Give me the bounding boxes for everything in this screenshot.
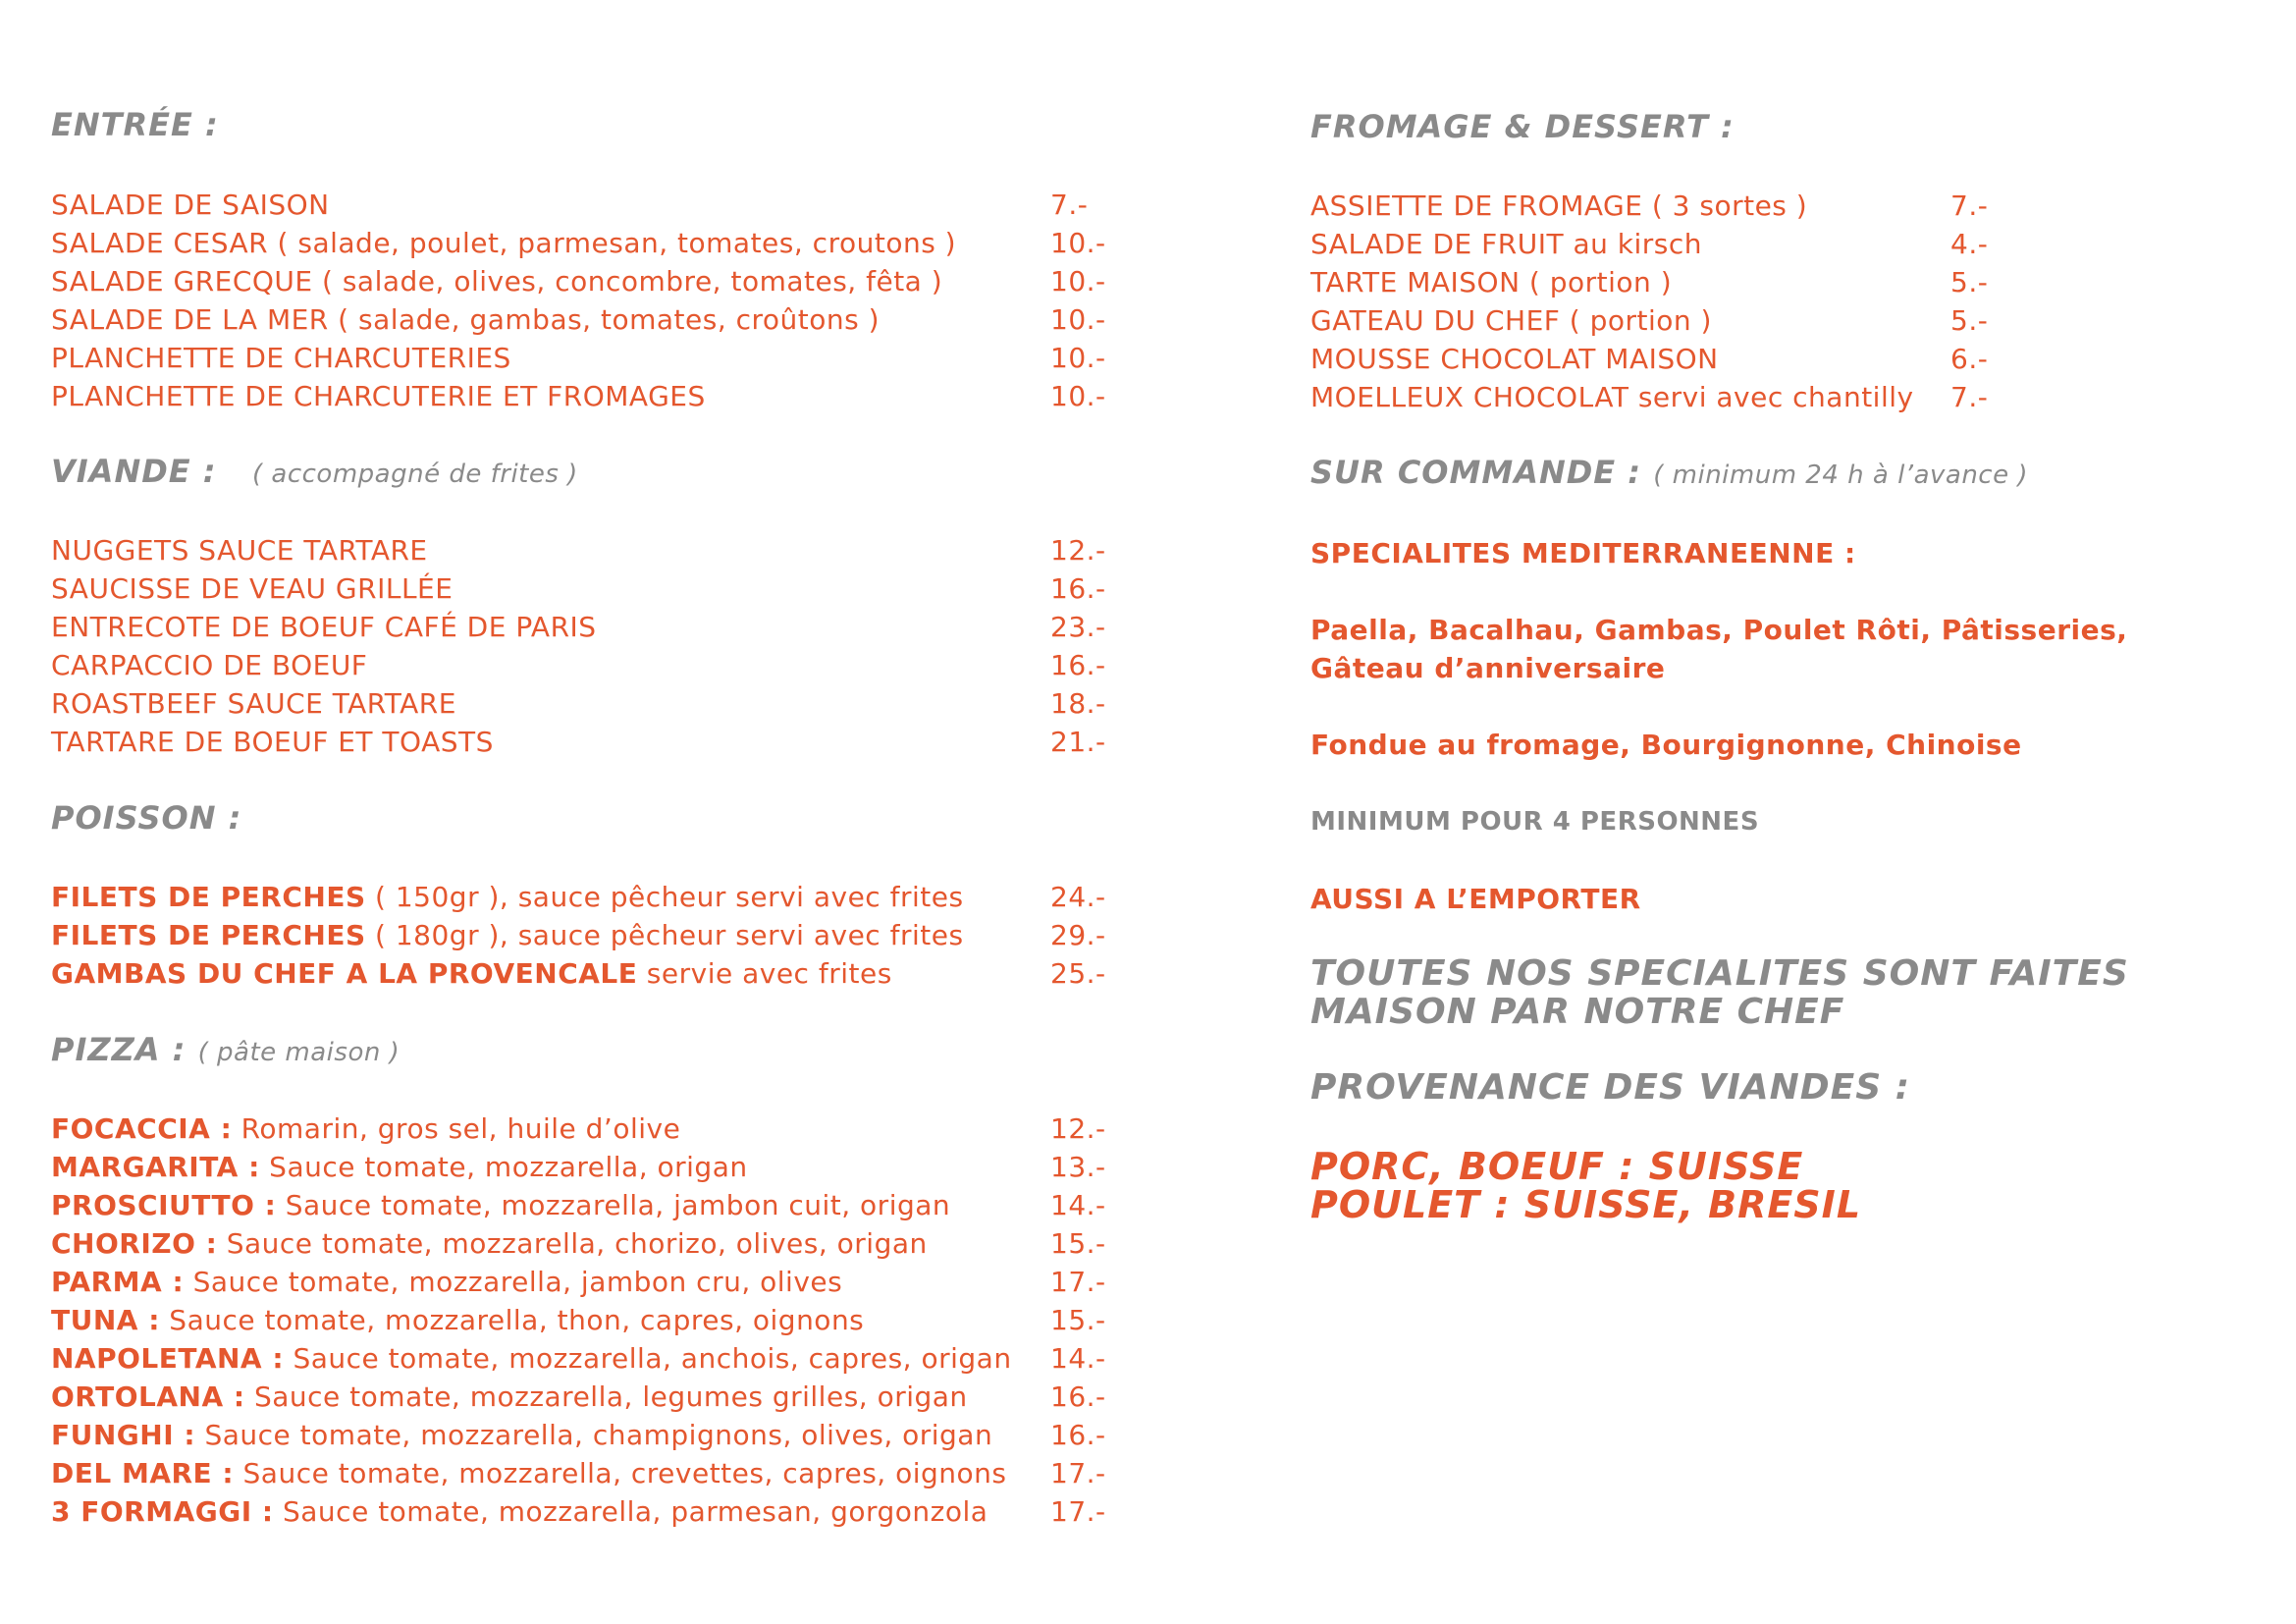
emporter-note: AUSSI A L’EMPORTER xyxy=(1310,883,1641,915)
viande-title xyxy=(51,453,578,490)
menu-item xyxy=(1310,228,2253,265)
item-name-bold: GAMBAS DU CHEF A LA PROVENCALE xyxy=(51,957,638,990)
item-name: PLANCHETTE DE CHARCUTERIE ET FROMAGES xyxy=(51,380,706,412)
item-name-bold: MARGARITA : xyxy=(51,1151,260,1183)
item-name-bold: FUNGHI : xyxy=(51,1419,196,1451)
specialites-heading: SPECIALITES MEDITERRANEENNE : xyxy=(1310,537,1856,569)
menu-item xyxy=(51,1266,1111,1303)
menu-item xyxy=(51,649,1111,686)
item-price: 23.- xyxy=(1050,611,1106,643)
menu-item xyxy=(51,881,1111,918)
item-price: 17.- xyxy=(1050,1457,1106,1489)
menu-item xyxy=(51,303,1111,341)
item-price: 5.- xyxy=(1950,304,1989,337)
menu-item xyxy=(51,1380,1111,1418)
menu-item xyxy=(51,1189,1111,1226)
item-desc: Romarin, gros sel, huile d’olive xyxy=(232,1112,681,1145)
item-name-bold: DEL MARE : xyxy=(51,1457,235,1489)
item-price: 4.- xyxy=(1950,228,1989,260)
item-name: SALADE GRECQUE ( salade, olives, concombre, tomates, fêta ) xyxy=(51,265,943,298)
item-name: TARTE MAISON ( portion ) xyxy=(1310,266,1673,298)
menu-item xyxy=(51,380,1111,417)
menu-item xyxy=(51,1227,1111,1265)
item-desc: Sauce tomate, mozzarella, crevettes, capres, oignons xyxy=(234,1457,1007,1489)
item-price: 6.- xyxy=(1950,343,1989,375)
provenance-title: PROVENANCE DES VIANDES : xyxy=(1310,1067,1911,1108)
item-desc: Sauce tomate, mozzarella, origan xyxy=(259,1151,748,1183)
item-name: SALADE CESAR ( salade, poulet, parmesan, tomates, croutons ) xyxy=(51,227,957,259)
item-price: 21.- xyxy=(1050,726,1106,758)
item-desc: Sauce tomate, mozzarella, thon, capres, oignons xyxy=(159,1304,865,1336)
item-name xyxy=(51,1112,680,1145)
item-name-bold: ORTOLANA : xyxy=(51,1380,245,1413)
menu-item xyxy=(51,1151,1111,1188)
item-desc: Sauce tomate, mozzarella, jambon cru, olives xyxy=(184,1266,843,1298)
item-desc: Sauce tomate, mozzarella, anchois, capres, origan xyxy=(284,1342,1012,1375)
menu-item xyxy=(51,1495,1111,1533)
item-desc: servie avec frites xyxy=(637,957,892,990)
item-name xyxy=(51,1227,928,1260)
menu-item xyxy=(1310,189,2253,227)
tagline-line-2: MAISON PAR NOTRE CHEF xyxy=(1310,992,1845,1032)
item-name: ROASTBEEF SAUCE TARTARE xyxy=(51,687,456,720)
menu-item xyxy=(51,687,1111,725)
item-name: PLANCHETTE DE CHARCUTERIES xyxy=(51,342,511,374)
provenance-line-2: POULET : SUISSE, BRESIL xyxy=(1310,1183,1862,1226)
menu-item xyxy=(51,342,1111,379)
menu-item xyxy=(51,1304,1111,1341)
item-name xyxy=(51,919,964,951)
item-desc: Sauce tomate, mozzarella, parmesan, gorgonzola xyxy=(273,1495,988,1528)
item-name: ASSIETTE DE FROMAGE ( 3 sortes ) xyxy=(1310,189,1808,222)
menu-item xyxy=(51,1457,1111,1494)
viande-note: ( accompagné de frites ) xyxy=(252,460,578,489)
specialites-line-1: Paella, Bacalhau, Gambas, Poulet Rôti, Pâtisseries, xyxy=(1310,614,2128,646)
item-name: NUGGETS SAUCE TARTARE xyxy=(51,534,428,567)
menu-item xyxy=(51,1419,1111,1456)
menu-item xyxy=(51,611,1111,648)
pizza-note: ( pâte maison ) xyxy=(197,1038,400,1067)
item-price: 7.- xyxy=(1950,381,1989,413)
item-price: 5.- xyxy=(1950,266,1989,298)
item-name-bold: TUNA : xyxy=(51,1304,160,1336)
item-price: 15.- xyxy=(1050,1227,1106,1260)
fondue-line: Fondue au fromage, Bourgignonne, Chinoise xyxy=(1310,729,2022,761)
item-name-bold: FILETS DE PERCHES xyxy=(51,919,366,951)
item-price: 29.- xyxy=(1050,919,1106,951)
dessert-title: FROMAGE & DESSERT : xyxy=(1310,108,1735,145)
menu-item xyxy=(51,227,1111,264)
item-desc: Sauce tomate, mozzarella, chorizo, olives, origan xyxy=(217,1227,928,1260)
poisson-title: POISSON : xyxy=(51,799,242,837)
item-price: 17.- xyxy=(1050,1495,1106,1528)
menu-item xyxy=(51,1112,1111,1150)
item-name-bold: NAPOLETANA : xyxy=(51,1342,285,1375)
item-price: 10.- xyxy=(1050,227,1106,259)
item-price: 13.- xyxy=(1050,1151,1106,1183)
item-name: SALADE DE FRUIT au kirsch xyxy=(1310,228,1703,260)
item-price: 16.- xyxy=(1050,649,1106,681)
item-name: SALADE DE LA MER ( salade, gambas, tomates, croûtons ) xyxy=(51,303,881,336)
item-name xyxy=(51,957,892,990)
item-name xyxy=(51,1342,1012,1375)
item-price: 10.- xyxy=(1050,265,1106,298)
item-name: MOELLEUX CHOCOLAT servi avec chantilly xyxy=(1310,381,1914,413)
item-name: ENTRECOTE DE BOEUF CAFÉ DE PARIS xyxy=(51,611,597,643)
item-name xyxy=(51,881,964,913)
item-price: 7.- xyxy=(1950,189,1989,222)
item-name-bold: CHORIZO : xyxy=(51,1227,218,1260)
item-price: 12.- xyxy=(1050,534,1106,567)
menu-item xyxy=(51,572,1111,610)
item-name xyxy=(51,1380,968,1413)
item-price: 12.- xyxy=(1050,1112,1106,1145)
item-price: 25.- xyxy=(1050,957,1106,990)
item-desc: Sauce tomate, mozzarella, legumes grilles, origan xyxy=(244,1380,968,1413)
item-price: 14.- xyxy=(1050,1342,1106,1375)
item-name: SALADE DE SAISON xyxy=(51,189,330,221)
provenance-line-1: PORC, BOEUF : SUISSE xyxy=(1310,1145,1804,1188)
item-name-bold: FOCACCIA : xyxy=(51,1112,233,1145)
item-price: 10.- xyxy=(1050,380,1106,412)
menu-item xyxy=(51,957,1111,995)
item-price: 16.- xyxy=(1050,572,1106,605)
item-name xyxy=(51,1266,842,1298)
item-name: SAUCISSE DE VEAU GRILLÉE xyxy=(51,572,454,605)
specialites-line-2: Gâteau d’anniversaire xyxy=(1310,652,1666,684)
viande-title-text: VIANDE : xyxy=(51,453,217,490)
menu-item xyxy=(1310,381,2253,418)
item-price: 15.- xyxy=(1050,1304,1106,1336)
menu-item xyxy=(1310,266,2253,303)
item-name-bold: PROSCIUTTO : xyxy=(51,1189,277,1221)
item-price: 17.- xyxy=(1050,1266,1106,1298)
item-name: CARPACCIO DE BOEUF xyxy=(51,649,368,681)
item-name xyxy=(51,1151,748,1183)
menu-item xyxy=(51,1342,1111,1380)
menu-item xyxy=(51,189,1111,226)
commande-note: ( minimum 24 h à l’avance ) xyxy=(1653,460,2028,490)
item-name xyxy=(51,1419,992,1451)
item-price: 10.- xyxy=(1050,303,1106,336)
item-name: GATEAU DU CHEF ( portion ) xyxy=(1310,304,1712,337)
item-price: 16.- xyxy=(1050,1380,1106,1413)
item-name-bold: FILETS DE PERCHES xyxy=(51,881,366,913)
tagline-line-1: TOUTES NOS SPECIALITES SONT FAITES xyxy=(1310,953,2129,994)
item-price: 14.- xyxy=(1050,1189,1106,1221)
item-name xyxy=(51,1457,1007,1489)
menu-item xyxy=(51,534,1111,571)
item-name: TARTARE DE BOEUF ET TOASTS xyxy=(51,726,494,758)
item-name xyxy=(51,1304,864,1336)
item-name xyxy=(51,1189,950,1221)
commande-title xyxy=(1310,454,2028,491)
item-desc: Sauce tomate, mozzarella, jambon cuit, origan xyxy=(276,1189,951,1221)
item-price: 10.- xyxy=(1050,342,1106,374)
menu-item xyxy=(51,919,1111,956)
item-name-bold: PARMA : xyxy=(51,1266,185,1298)
item-desc: ( 180gr ), sauce pêcheur servi avec frites xyxy=(365,919,964,951)
minimum-note: MINIMUM POUR 4 PERSONNES xyxy=(1310,807,1760,837)
menu-item xyxy=(1310,343,2253,380)
menu-item xyxy=(51,265,1111,302)
item-price: 16.- xyxy=(1050,1419,1106,1451)
item-price: 24.- xyxy=(1050,881,1106,913)
item-desc: ( 150gr ), sauce pêcheur servi avec frites xyxy=(365,881,964,913)
item-name xyxy=(51,1495,988,1528)
menu-item xyxy=(51,726,1111,763)
item-name-bold: 3 FORMAGGI : xyxy=(51,1495,274,1528)
item-price: 18.- xyxy=(1050,687,1106,720)
pizza-title-text: PIZZA : xyxy=(51,1031,187,1068)
item-price: 7.- xyxy=(1050,189,1089,221)
entree-title: ENTRÉE : xyxy=(51,106,219,143)
menu-item xyxy=(1310,304,2253,342)
commande-title-text: SUR COMMANDE : xyxy=(1310,454,1642,491)
item-name: MOUSSE CHOCOLAT MAISON xyxy=(1310,343,1719,375)
item-desc: Sauce tomate, mozzarella, champignons, olives, origan xyxy=(195,1419,993,1451)
pizza-title xyxy=(51,1031,400,1068)
